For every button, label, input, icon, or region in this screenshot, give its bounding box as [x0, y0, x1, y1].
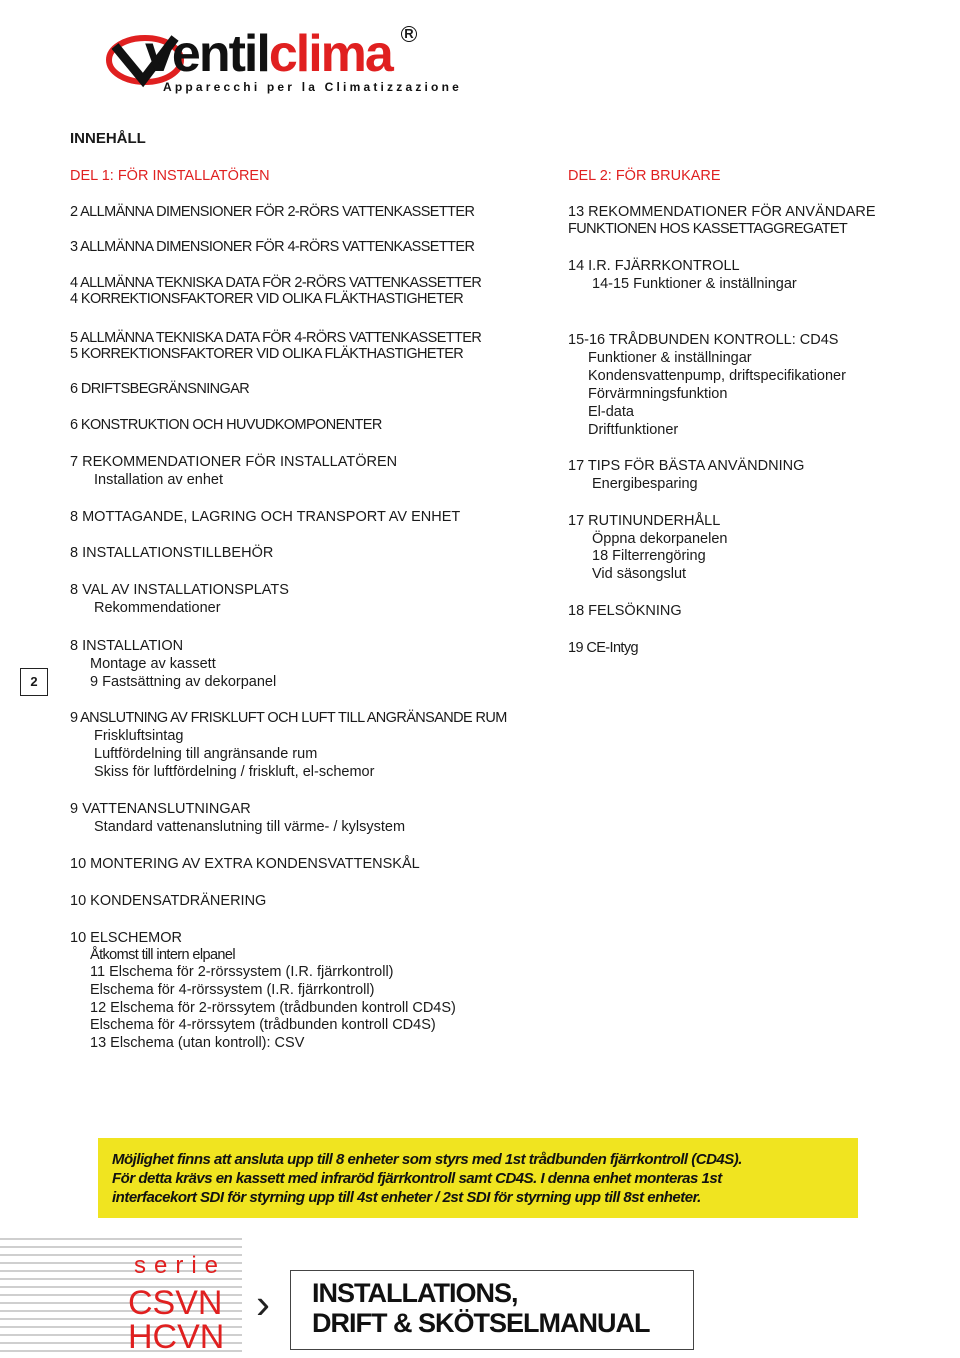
toc-entry: 17 TIPS FÖR BÄSTA ANVÄNDNING [568, 458, 805, 474]
toc-subentry: Öppna dekorpanelen [592, 531, 728, 547]
brand-logo [105, 22, 462, 102]
toc-subentry: 11 Elschema för 2-rörssystem (I.R. fjärrkontroll) [90, 964, 394, 980]
toc-subentry: Standard vattenanslutning till värme- / kylsystem [94, 819, 406, 835]
toc-entry: 15-16 TRÅDBUNDEN KONTROLL: CD4S [568, 332, 839, 348]
toc-subentry: Driftfunktioner [588, 422, 679, 438]
toc-subentry: Vid säsongslut [592, 566, 687, 582]
toc-entry: 2 ALLMÄNNA DIMENSIONER FÖR 2-RÖRS VATTENKASSETTER [70, 204, 475, 220]
toc-subentry: Rekommendationer [94, 600, 221, 616]
note-line: Möjlighet finns att ansluta upp till 8 enheter som styrs med 1st trådbunden fjärrkontroll (CD4S). [112, 1151, 742, 1168]
toc-subentry: Skiss för luftfördelning / friskluft, el-schemor [94, 764, 375, 780]
toc-subentry: El-data [588, 404, 634, 420]
registered-mark: R [401, 26, 417, 42]
toc-subentry: Funktioner & inställningar [588, 350, 752, 366]
toc-entry: 5 KORREKTIONSFAKTORER VID OLIKA FLÄKTHASTIGHETER [70, 346, 464, 362]
toc-subentry: Kondensvattenpump, driftspecifikationer [588, 368, 846, 384]
toc-subentry: Förvärmningsfunktion [588, 386, 728, 402]
toc-entry: 8 INSTALLATION [70, 638, 184, 654]
logo-ventil: ventil [145, 25, 269, 83]
toc-entry: 7 REKOMMENDATIONER FÖR INSTALLATÖREN [70, 454, 398, 470]
model-csvn: CSVN [128, 1284, 223, 1322]
note-line: interfacekort SDI för styrning upp till 4st enheter / 2st SDI för styrning upp till 8st enheter. [112, 1189, 701, 1206]
logo-tagline: Apparecchi per la Climatizzazione [163, 80, 462, 94]
toc-entry: FUNKTIONEN HOS KASSETTAGGREGATET [568, 221, 848, 237]
toc-entry: 4 KORREKTIONSFAKTORER VID OLIKA FLÄKTHASTIGHETER [70, 291, 464, 307]
toc-entry: 9 VATTENANSLUTNINGAR [70, 801, 251, 817]
manual-title-line2: DRIFT & SKÖTSELMANUAL [312, 1308, 650, 1338]
manual-title-line1: INSTALLATIONS, [312, 1278, 518, 1308]
toc-entry: 6 KONSTRUKTION OCH HUVUDKOMPONENTER [70, 417, 382, 433]
series-label: serie [134, 1252, 227, 1279]
toc-entry: 10 KONDENSATDRÄNERING [70, 893, 267, 909]
toc-entry: 10 MONTERING AV EXTRA KONDENSVATTENSKÅL [70, 856, 420, 872]
toc-entry: 10 ELSCHEMOR [70, 930, 183, 946]
toc-subentry: Installation av enhet [94, 472, 223, 488]
part1-heading: DEL 1: FÖR INSTALLATÖREN [70, 168, 270, 184]
toc-entry: 8 MOTTAGANDE, LAGRING OCH TRANSPORT AV ENHET [70, 509, 461, 525]
toc-subentry: 14-15 Funktioner & inställningar [592, 276, 797, 292]
note-text [112, 1150, 852, 1207]
toc-entry: 17 RUTINUNDERHÅLL [568, 513, 721, 529]
toc-title: INNEHÅLL [70, 130, 146, 147]
toc-subentry: Friskluftsintag [94, 728, 184, 744]
toc-entry: 5 ALLMÄNNA TEKNISKA DATA FÖR 4-RÖRS VATTENKASSETTER [70, 330, 482, 346]
toc-subentry: Montage av kassett [90, 656, 216, 672]
toc-subentry: 13 Elschema (utan kontroll): CSV [90, 1035, 305, 1051]
toc-subentry: Åtkomst till intern elpanel [90, 947, 235, 963]
toc-entry: 4 ALLMÄNNA TEKNISKA DATA FÖR 2-RÖRS VATTENKASSETTER [70, 275, 482, 291]
logo-clima: clima [268, 25, 392, 83]
toc-subentry: Energibesparing [592, 476, 698, 492]
model-hcvn: HCVN [128, 1318, 225, 1356]
toc-entry: 18 FELSÖKNING [568, 603, 682, 619]
chevron-right-icon: › [256, 1280, 270, 1327]
toc-subentry: Elschema för 4-rörssystem (I.R. fjärrkontroll) [90, 982, 375, 998]
toc-subentry: 18 Filterrengöring [592, 548, 706, 564]
toc-subentry: Luftfördelning till angränsande rum [94, 746, 318, 762]
toc-entry: 3 ALLMÄNNA DIMENSIONER FÖR 4-RÖRS VATTENKASSETTER [70, 239, 475, 255]
note-line: För detta krävs en kassett med infraröd fjärrkontroll samt CD4S. I denna enhet monteras 1st [112, 1170, 722, 1187]
toc-entry: 13 REKOMMENDATIONER FÖR ANVÄNDARE [568, 204, 876, 220]
toc-subentry: 12 Elschema för 2-rörssytem (trådbunden kontroll CD4S) [90, 1000, 456, 1016]
part2-heading: DEL 2: FÖR BRUKARE [568, 168, 721, 184]
toc-entry: 6 DRIFTSBEGRÄNSNINGAR [70, 381, 250, 397]
logo-wordmark [145, 24, 392, 84]
toc-subentry: 9 Fastsättning av dekorpanel [90, 674, 277, 690]
toc-entry: 14 I.R. FJÄRRKONTROLL [568, 258, 740, 274]
toc-subentry: Elschema för 4-rörssytem (trådbunden kontroll CD4S) [90, 1017, 436, 1033]
page-number: 2 [20, 668, 48, 696]
toc-entry: 19 CE-Intyg [568, 640, 638, 656]
toc-entry: 8 INSTALLATIONSTILLBEHÖR [70, 545, 274, 561]
toc-entry: 8 VAL AV INSTALLATIONSPLATS [70, 582, 289, 598]
toc-entry: 9 ANSLUTNING AV FRISKLUFT OCH LUFT TILL ANGRÄNSANDE RUM [70, 710, 507, 726]
